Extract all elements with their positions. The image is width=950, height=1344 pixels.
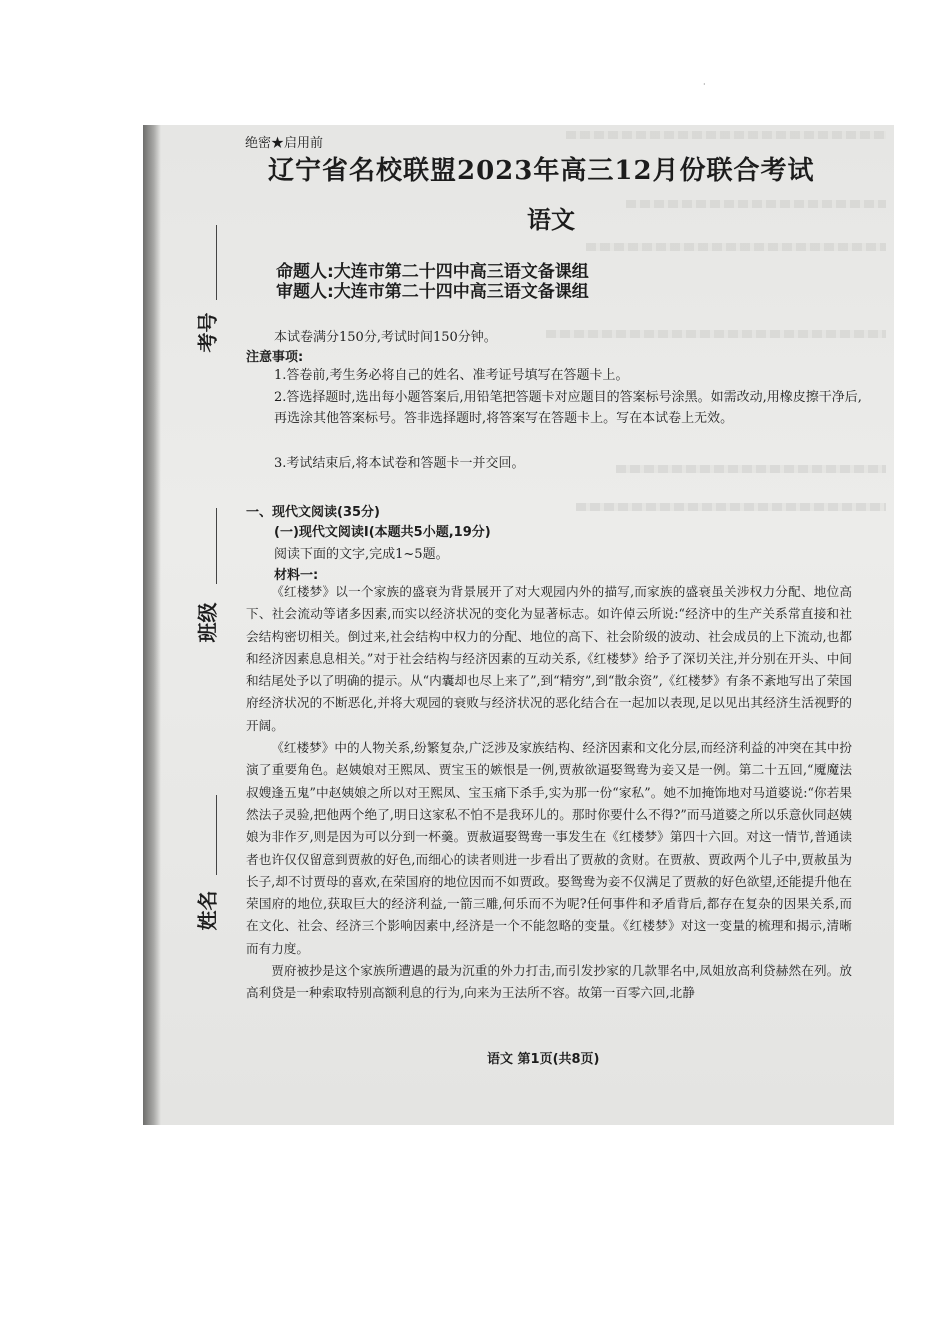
page-edge-shadow bbox=[143, 125, 161, 1125]
name-line bbox=[216, 795, 217, 875]
bleed-through-mark bbox=[586, 243, 886, 251]
notice-heading: 注意事项: bbox=[246, 350, 304, 365]
passage-paragraph: 《红楼梦》中的人物关系,纷繁复杂,广泛涉及家族结构、经济因素和文化分层,而经济利益的冲突在其中扮演了重要角色。赵姨娘对王熙凤、贾宝玉的嫉恨是一例,贾赦欲逼娶鸳鸯为妾又是一例。第二十五回,“魇魔法叔嫂逢五鬼”中赵姨娘之所以对王熙凤、宝玉痛下杀手,实为那一份“家私”。她不加掩饰地对马道婆说:“你若果然法子灵验,把他两个绝了,明日这家私不怕不是我环儿的。那时你要什么不得?”而马道婆之所以乐意伙同赵姨娘为非作歹,则是因为可以分到一杯羹。贾赦逼娶鸳鸯一事发生在《红楼梦》第四十六回。对这一情节,普通读者也许仅仅留意到贾赦的好色,而细心的读者则进一步看出了贾赦的贪财。在贾赦、贾政两个儿子中,贾赦虽为长子,却不讨贾母的喜欢,在荣国府的地位因而不如贾政。娶鸳鸯为妾不仅满足了贾赦的好色欲望,还能提升他在荣国府的地位,获取巨大的经济利益,一箭三雕,何乐而不为呢?任何事件和矛盾背后,都存在复杂的因果关系,而在文化、社会、经济三个影响因素中,经济是一个不能忽略的变量。《红楼梦》对这一变量的梳理和揭示,清晰而有力度。 bbox=[246, 740, 852, 956]
subject-title: 语文 bbox=[527, 205, 575, 234]
bleed-through-mark bbox=[546, 330, 886, 338]
exam-number-label: 考号 bbox=[195, 312, 220, 353]
reading-instruction: 阅读下面的文字,完成1~5题。 bbox=[274, 547, 449, 562]
question-reviewer: 审题人:大连市第二十四中高三语文备课组 bbox=[276, 282, 589, 302]
notice-item: 1.答卷前,考生务必将自己的姓名、准考证号填写在答题卡上。 bbox=[274, 368, 629, 383]
exam-info: 本试卷满分150分,考试时间150分钟。 bbox=[274, 330, 497, 345]
exam-title: 辽宁省名校联盟2023年高三12月份联合考试 bbox=[268, 156, 815, 186]
passage-paragraph: 贾府被抄是这个家族所遭遇的最为沉重的外力打击,而引发抄家的几款罪名中,凤姐放高利贷赫然在列。放高利贷是一种索取特别高额利息的行为,向来为王法所不容。故第一百零六回,北静 bbox=[246, 963, 852, 1001]
exam-number-line bbox=[216, 225, 217, 300]
confidential-mark: 绝密★启用前 bbox=[245, 136, 324, 151]
scan-speck: · bbox=[703, 80, 706, 89]
reading-passage bbox=[246, 581, 852, 1005]
notice-item: 2.答选择题时,选出每小题答案后,用铅笔把答题卡对应题目的答案标号涂黑。如需改动,用橡皮擦干净后,再选涂其他答案标号。答非选择题时,将答案写在答题卡上。写在本试卷上无效。 bbox=[274, 390, 862, 426]
name-label: 姓名 bbox=[195, 890, 220, 931]
bleed-through-mark bbox=[626, 200, 886, 208]
bleed-through-mark bbox=[566, 131, 886, 139]
notice-item: 3.考试结束后,将本试卷和答题卡一并交回。 bbox=[274, 456, 525, 471]
bleed-through-mark bbox=[576, 503, 886, 511]
subsection-heading: (一)现代文阅读Ⅰ(本题共5小题,19分) bbox=[274, 525, 491, 540]
material-label: 材料一: bbox=[274, 568, 319, 583]
section-heading: 一、现代文阅读(35分) bbox=[246, 505, 380, 520]
class-line bbox=[216, 508, 217, 584]
page-footer: 语文 第1页(共8页) bbox=[487, 1052, 600, 1067]
class-label: 班级 bbox=[195, 602, 220, 643]
question-setter: 命题人:大连市第二十四中高三语文备课组 bbox=[276, 262, 589, 282]
passage-paragraph: 《红楼梦》以一个家族的盛衰为背景展开了对大观园内外的描写,而家族的盛衰虽关涉权力分配、地位高下、社会流动等诸多因素,而实以经济状况的变化为显著标志。如许倬云所说:“经济中的生产关系常直接和社会结构密切相关。倒过来,社会结构中权力的分配、地位的高下、社会阶级的波动、社会成员的上下流动,也都和经济因素息息相关。”对于社会结构与经济因素的互动关系,《红楼梦》给予了深切关注,并分别在开头、中间和结尾处予以了明确的提示。从“内囊却也尽上来了”,到“精穷”,到“散余资”,《红楼梦》有条不紊地写出了荣国府经济状况的不断恶化,并将大观园的衰败与经济状况的恶化结合在一起加以表现,足以见出其经济生活视野的开阔。 bbox=[246, 584, 852, 733]
